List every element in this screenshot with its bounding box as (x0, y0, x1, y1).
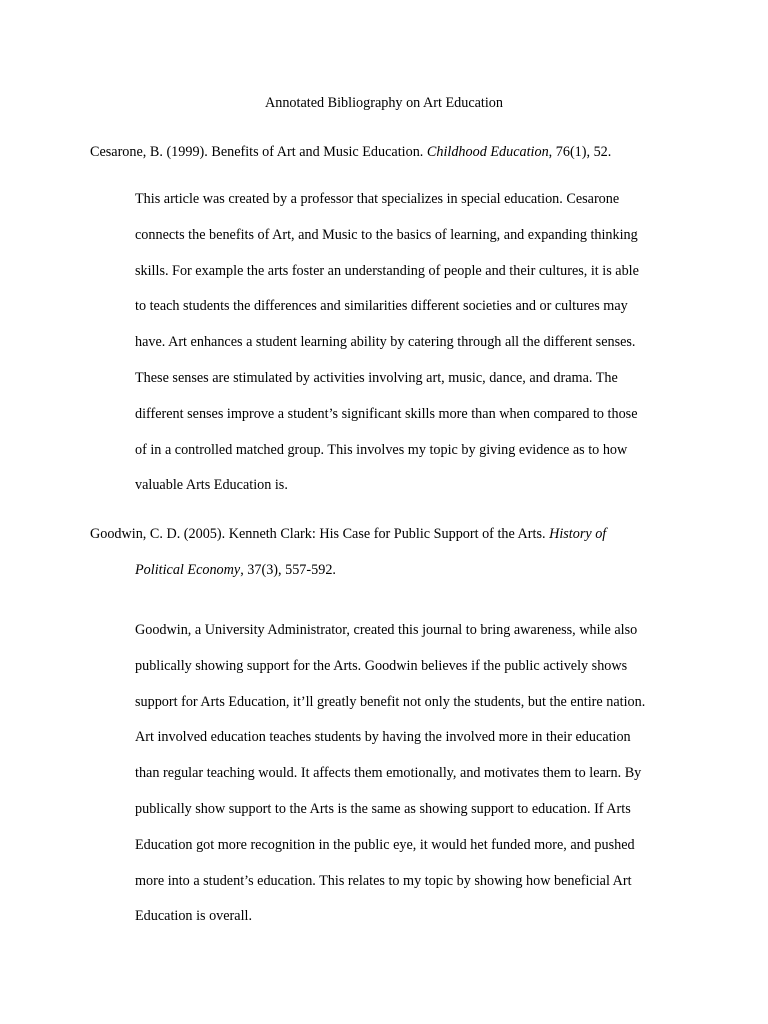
annotation-line: more into a student’s education. This relates to my topic by showing how beneficial Art (135, 872, 632, 889)
annotation-line: publically showing support for the Arts. Goodwin believes if the public actively shows (135, 657, 628, 674)
annotation-line: of in a controlled matched group. This involves my topic by giving evidence as to how (135, 441, 628, 458)
citation-cesarone (90, 134, 690, 170)
annotation-goodwin (135, 613, 690, 935)
citation-text: Cesarone, B. (1999). Benefits of Art and Music Education. (90, 144, 427, 160)
annotation-line: skills. For example the arts foster an understanding of people and their cultures, it is able (135, 262, 639, 279)
document-title: Annotated Bibliography on Art Education (265, 95, 503, 111)
annotation-line: Goodwin, a University Administrator, created this journal to bring awareness, while also (135, 622, 638, 638)
journal-title-part1: History of (549, 526, 607, 542)
annotation-line: Art involved education teaches students by having the involved more in their education (135, 729, 631, 746)
citation-text: Goodwin, C. D. (2005). Kenneth Clark: His Case for Public Support of the Arts. (90, 526, 550, 542)
annotation-line: These senses are stimulated by activities involving art, music, dance, and drama. The (135, 369, 618, 386)
annotation-line: to teach students the differences and similarities different societies and or cultures may (135, 298, 628, 315)
journal-title: Childhood Education (426, 144, 549, 160)
annotation-line: connects the benefits of Art, and Music to the basics of learning, and expanding thinking (135, 226, 638, 243)
annotation-line: have. Art enhances a student learning ability by catering through all the different senses. (135, 334, 636, 351)
annotation-line: valuable Arts Education is. (135, 477, 288, 494)
citation-volume-pages: , 37(3), 557-592. (240, 562, 336, 578)
annotation-line: than regular teaching would. It affects them emotionally, and motivates them to learn. By (135, 765, 642, 782)
annotation-line: different senses improve a student’s significant skills more than when compared to those (135, 405, 638, 422)
annotation-line: Education got more recognition in the public eye, it would het funded more, and pushed (135, 836, 635, 853)
journal-title-part2: Political Economy (135, 562, 241, 578)
citation-volume-pages: , 76(1), 52. (548, 144, 612, 160)
annotation-line: Education is overall. (135, 908, 253, 925)
citation-hanging-line (90, 552, 690, 588)
annotation-cesarone (135, 182, 690, 504)
annotation-line: support for Arts Education, it’ll greatly benefit not only the students, but the entire nation. (135, 693, 646, 710)
annotation-line: publically show support to the Arts is the same as showing support to education. If Arts (135, 800, 631, 817)
annotation-line: This article was created by a professor that specializes in special education. Cesarone (135, 191, 620, 207)
citation-goodwin (90, 516, 690, 588)
